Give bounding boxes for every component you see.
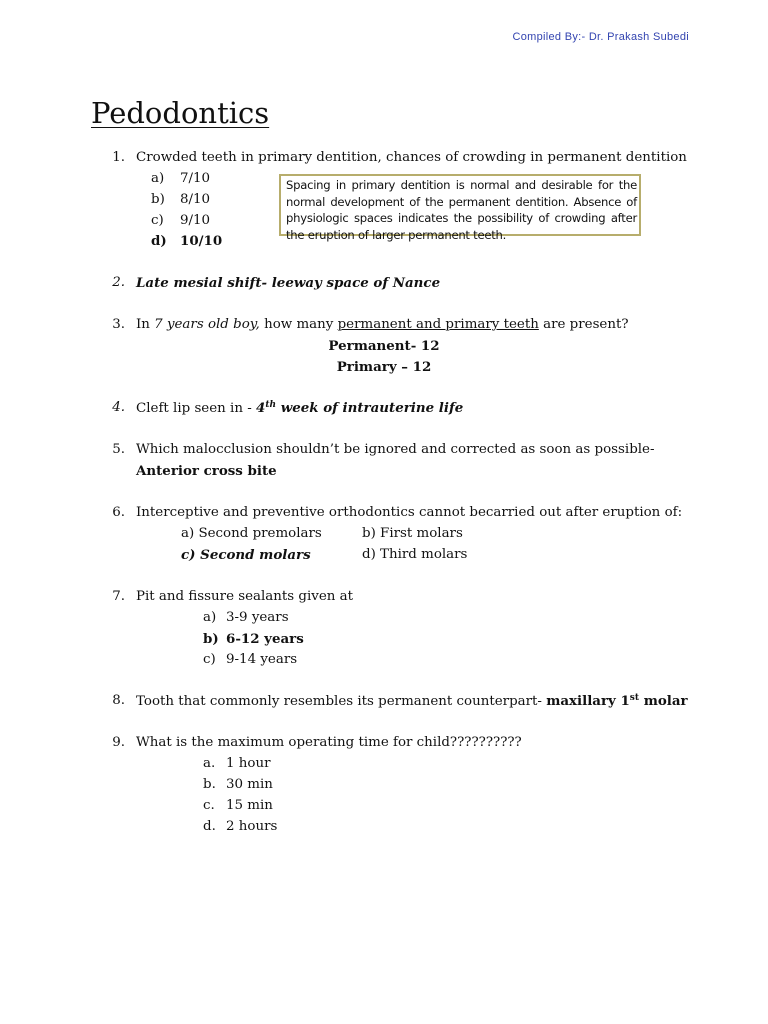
- answer-text: [256, 400, 463, 416]
- option-a: a) Second premolars: [181, 526, 322, 541]
- question-number: 4.: [112, 400, 125, 415]
- question-5: [0, 442, 768, 462]
- answer-text: [546, 693, 687, 709]
- option-label: c): [203, 652, 216, 667]
- question-number: 1.: [112, 150, 125, 165]
- explanation-box: Spacing in primary dentition is normal and desirable for the normal development of the permanent dentition. Absence of physiologic spaces indicates the possibility of crowding after the eruption of larger permanent teeth.: [279, 174, 641, 236]
- option-label: d.: [203, 819, 216, 834]
- ordinal: 4: [256, 400, 266, 416]
- option-b: b) First molars: [362, 526, 463, 541]
- option-text: 15 min: [226, 798, 273, 813]
- option-a: [203, 610, 289, 625]
- page-title: Pedodontics: [91, 96, 270, 130]
- question-number: 9.: [112, 735, 125, 750]
- question-number: 5.: [112, 442, 125, 457]
- option-label: a): [151, 171, 165, 186]
- option-text: 2 hours: [226, 819, 278, 834]
- question-text: [136, 693, 688, 709]
- answer-permanent: Permanent- 12: [328, 338, 440, 354]
- question-number: 3.: [112, 317, 125, 332]
- question-text: Which malocclusion shouldn’t be ignored and corrected as soon as possible-: [136, 442, 655, 457]
- option-d: [203, 819, 278, 834]
- option-label: c): [151, 213, 164, 228]
- option-text: 7/10: [180, 171, 211, 186]
- question-3: [0, 317, 768, 337]
- option-a: [151, 171, 211, 186]
- option-label: c.: [203, 798, 215, 813]
- question-number: 7.: [112, 589, 125, 604]
- option-label: d): [151, 233, 167, 249]
- answer-post: molar: [639, 693, 688, 709]
- option-label: b): [203, 631, 219, 647]
- text-pre: In: [136, 317, 155, 332]
- option-c: [151, 213, 211, 228]
- answer-post: week of intrauterine life: [276, 400, 464, 416]
- question-4: [0, 400, 768, 420]
- question-text: What is the maximum operating time for child??????????: [136, 735, 522, 750]
- question-8: [0, 693, 768, 713]
- answer-pre: maxillary 1: [546, 693, 630, 709]
- question-number: 2.: [112, 275, 125, 290]
- question-text: Late mesial shift- leeway space of Nance: [136, 275, 441, 291]
- question-number: 8.: [112, 693, 125, 708]
- option-text: 3-9 years: [226, 610, 289, 625]
- option-label: b): [151, 192, 165, 207]
- option-text: 9-14 years: [226, 652, 298, 667]
- question-1: [0, 150, 768, 170]
- question-text: Interceptive and preventive orthodontics cannot becarried out after eruption of:: [136, 505, 683, 520]
- question-6: [0, 505, 768, 525]
- question-7: [0, 589, 768, 609]
- ordinal-suffix: st: [629, 693, 640, 703]
- option-a: [203, 756, 271, 771]
- text-post: are present?: [538, 317, 629, 332]
- option-label: a): [203, 610, 217, 625]
- question-number: 6.: [112, 505, 125, 520]
- question-text: Pit and fissure sealants given at: [136, 589, 354, 604]
- underlined-text: permanent and primary teeth: [337, 317, 539, 332]
- option-c: [203, 798, 273, 813]
- option-text: 8/10: [180, 192, 211, 207]
- option-d-answer: [151, 233, 223, 249]
- question-text: [136, 317, 629, 332]
- text-pre: Cleft lip seen in -: [136, 401, 256, 416]
- option-c: [203, 652, 298, 667]
- answer-text: Anterior cross bite: [136, 463, 277, 479]
- option-text: 9/10: [180, 213, 211, 228]
- option-text: 6-12 years: [226, 631, 304, 647]
- option-text: 10/10: [180, 233, 223, 249]
- option-c-answer: c) Second molars: [181, 547, 311, 563]
- question-text: [136, 400, 463, 416]
- option-text: 1 hour: [226, 756, 271, 771]
- question-text: Crowded teeth in primary dentition, chances of crowding in permanent dentition: [136, 150, 687, 165]
- option-d: d) Third molars: [362, 547, 468, 562]
- age-text: 7 years old boy,: [154, 317, 260, 332]
- ordinal-suffix: th: [265, 400, 277, 410]
- option-b: [203, 777, 273, 792]
- header-compiled-by: Compiled By:- Dr. Prakash Subedi: [512, 31, 689, 43]
- question-2: [0, 275, 768, 295]
- text-pre: Tooth that commonly resembles its permanent counterpart-: [136, 694, 547, 709]
- answer-primary: Primary – 12: [336, 359, 432, 375]
- question-9: [0, 735, 768, 755]
- text-mid: how many: [259, 317, 338, 332]
- option-label: a.: [203, 756, 216, 771]
- option-b: [151, 192, 211, 207]
- option-text: 30 min: [226, 777, 273, 792]
- option-b-answer: [203, 631, 304, 647]
- option-label: b.: [203, 777, 216, 792]
